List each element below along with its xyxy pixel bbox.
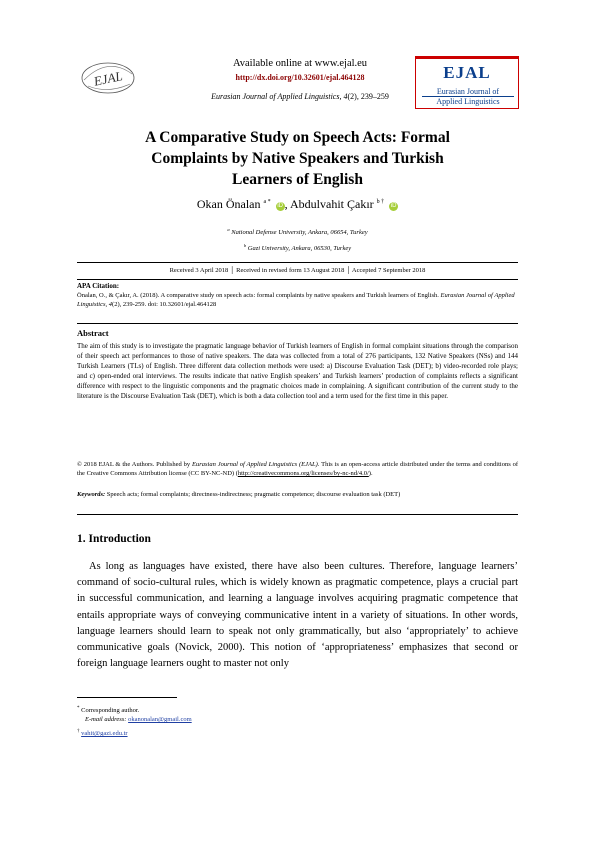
received-dates: Received 3 April 2018 │ Received in revised form 13 August 2018 │ Accepted 7 September 2018: [169, 267, 426, 274]
body-paragraph: As long as languages have existed, there have also been cultures. Therefore, language learners’ command of socio-cultural rules, which is widely known as pragmatic competence, plays a crucial part in successful communication, and learning a language involves acquiring pragmatic competence that entails appropriate ways of conveying communicative intent in a variety of situations. In other words, language learners should learn to speak not only grammatically, but also ‘appropriately’ to achieve communicative goals (Novick, 2000). This notion of ‘appropriateness’ emphasizes that second or foreign language learners ought to master not only: [77, 561, 518, 670]
affiliations: $^a$ National Defense University, Ankara, 06654, Turkey $^b$ Gazi University, Ankara, 06530, Turkey: [227, 227, 368, 253]
author-1-sup: a *: [263, 199, 271, 205]
keywords: Keywords: Speech acts; formal complaints; directness-indirectness; pragmatic competence; discourse evaluation task (DET): [77, 491, 401, 498]
ejal-logo-left: [78, 56, 138, 96]
available-online: Available online at www.ejal.eu: [232, 58, 368, 69]
logo-box-subtitle: Eurasian Journal of Applied Linguistics: [422, 87, 514, 106]
journal-citation: Eurasian Journal of Applied Linguistics, 4(2), 239–259: [211, 92, 389, 101]
journal-header: [150, 57, 450, 103]
license-link[interactable]: http://creativecommons.org/licenses/by-nc-nd/4.0/: [237, 470, 369, 477]
logo-box-title: EJAL: [443, 63, 491, 82]
paper-title: A Comparative Study on Speech Acts: Formal Complaints by Native Speakers and Turkish Learners of English: [145, 129, 450, 188]
abstract-heading: Abstract: [77, 328, 109, 338]
divider: [77, 262, 518, 263]
author-1: Okan Önalan: [196, 197, 261, 211]
ejal-logo-box: [415, 56, 519, 109]
author-list: Okan Önalan $^{a *}$ iD , Abdulvahit Çakır $^{b \dagger}$ iD: [196, 197, 397, 211]
apa-citation: APA Citation: Önalan, O., & Çakır, A. (2018). A comparative study on speech acts: formal complaints by native speakers and Turkish learners of English. Eurasian Journal of Applied Linguistics, 4(2), 239-259. doi: 10.32601/ejal.464128: [77, 282, 515, 308]
divider: [77, 514, 518, 515]
author-2-sup: b †: [376, 199, 385, 205]
logo-left-text: EJAL: [92, 68, 124, 89]
footnote-divider: [77, 697, 177, 698]
copyright-notice: © 2018 EJAL & the Authors. Published by Eurasian Journal of Applied Linguistics (EJAL). This is an open-access article distributed under the terms and conditions of the Creative Commons Attribution license (CC BY-NC-ND) (http://creativecommons.org/licenses/by-nc-nd/4.0/).: [77, 461, 519, 477]
email-link-1[interactable]: okanonalan@gmail.com: [128, 716, 192, 724]
section-heading: 1. Introduction: [77, 533, 151, 545]
logo-top-bar: [415, 56, 518, 59]
divider: [77, 279, 518, 280]
footnotes: * Corresponding author. E-mail address: okanonalan@gmail.com † vahit@gazi.edu.tr: [77, 706, 192, 738]
orcid-icon[interactable]: iD: [277, 203, 283, 209]
divider: [77, 323, 518, 324]
email-link-2[interactable]: vahit@gazi.edu.tr: [81, 730, 128, 738]
orcid-icon[interactable]: iD: [390, 203, 397, 209]
doi-link[interactable]: http://dx.doi.org/10.32601/ejal.464128: [235, 73, 365, 82]
abstract-text: The aim of this study is to investigate the pragmatic language behavior of Turkish learners of English in formal complaint situations through the comparison of their speech act performances to those of native speakers. The data was collected from a total of 276 participants, 132 Native Speakers (NSs) and 144 Turkish Learners (TLs) of English. Three different data collection methods were used: a) Discourse Evaluation Task (DET); b) video-recorded role plays; and c) open-ended oral interviews. The results indicate that native English speakers’ and Turkish learners’ production of complaints reflects a significant difference with respect to the linguistic components and the pragmatic choices made in complaining. A significant contribution of the current study to the literature is the Discourse Evaluation Task (DET), which is both a data collection tool and a term used for the first time in this paper.: [77, 342, 518, 400]
author-2: Abdulvahit Çakır: [290, 197, 374, 211]
